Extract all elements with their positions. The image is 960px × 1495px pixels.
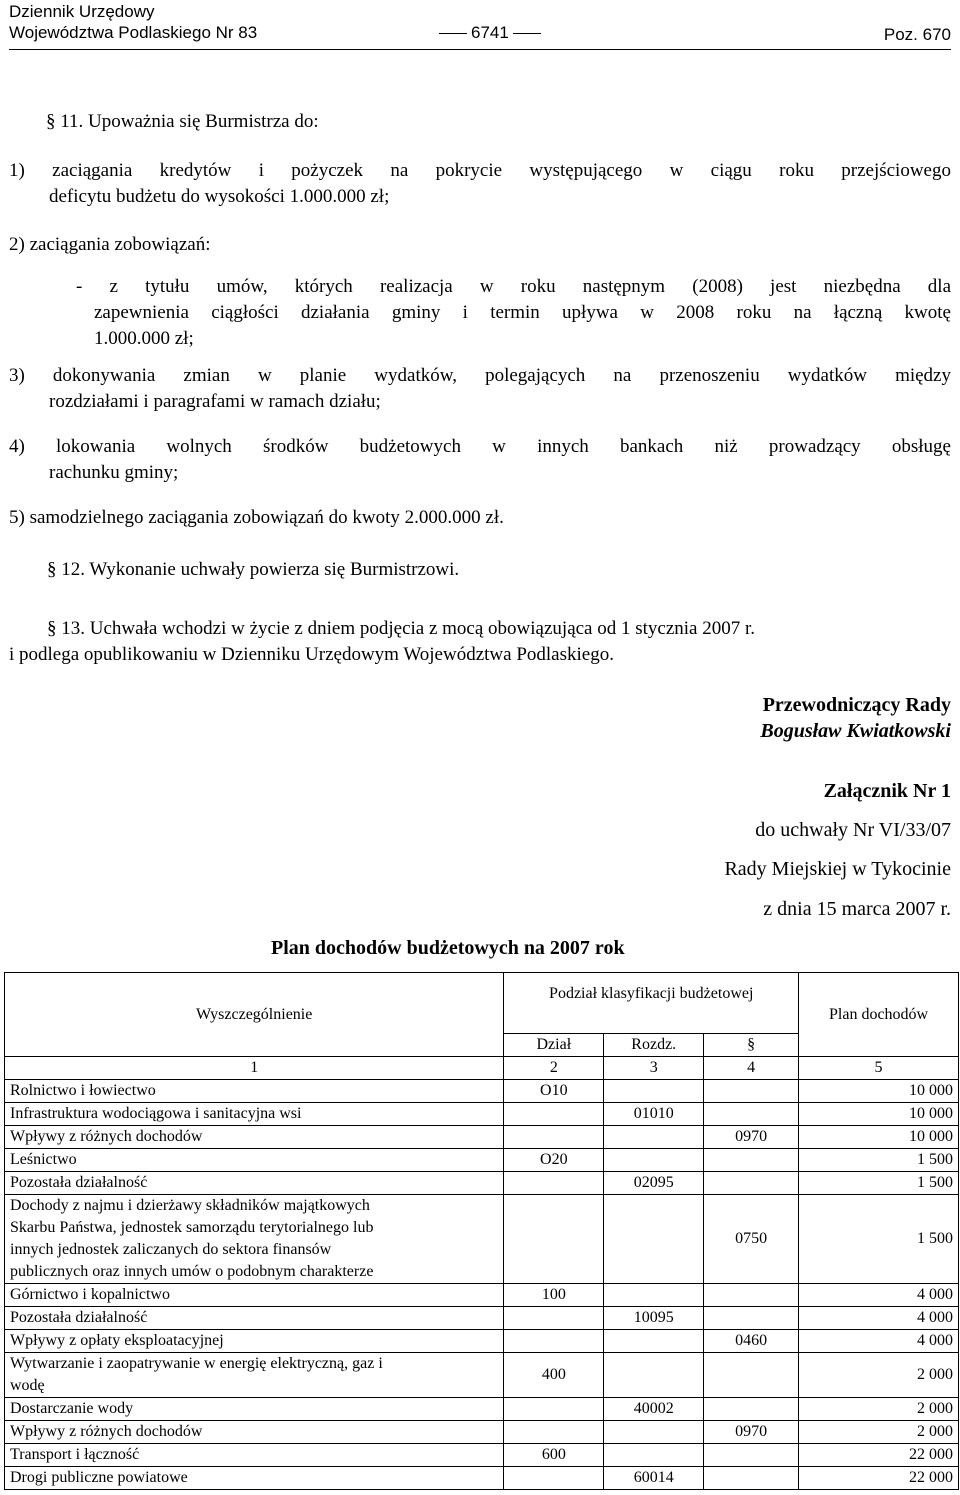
row-paragraph: [704, 1467, 799, 1490]
row-dzial: [504, 1330, 604, 1353]
row-rozdz: [604, 1421, 704, 1444]
journal-issue: Województwa Podlaskiego Nr 83: [9, 23, 258, 42]
position-number: Poz. 670: [883, 25, 951, 44]
column-number: 1: [5, 1057, 504, 1080]
section-11-item2-sub-line2: zapewnienia ciągłości działania gminy i termin upływa w 2008 roku na łączną kwotę: [94, 302, 951, 323]
row-rozdz: [604, 1149, 704, 1172]
section-11-item2-sub-line3: 1.000.000 zł;: [94, 328, 194, 349]
row-paragraph: [704, 1149, 799, 1172]
row-description-line: wodę: [10, 1377, 45, 1394]
table-row: [5, 1172, 959, 1195]
row-paragraph: 0750: [704, 1195, 799, 1284]
annex-title: Załącznik Nr 1: [823, 780, 951, 802]
row-dzial: O10: [504, 1080, 604, 1103]
row-description-line: Skarbu Państwa, jednostek samorządu terytorialnego lub: [10, 1219, 374, 1236]
journal-title: Dziennik Urzędowy: [9, 2, 155, 21]
row-dzial: [504, 1467, 604, 1490]
row-dzial: [504, 1103, 604, 1126]
section-13-line1: § 13. Uchwała wchodzi w życie z dniem podjęcia z mocą obowiązująca od 1 stycznia 2007 r.: [47, 618, 756, 639]
header-classification: Podział klasyfikacji budżetowej: [504, 973, 799, 1034]
row-description-line: publicznych oraz innych umów o podobnym charakterze: [10, 1263, 374, 1280]
row-description: Dostarczanie wody: [5, 1398, 504, 1421]
row-rozdz: [604, 1353, 704, 1398]
row-description-line: Wytwarzanie i zaopatrywanie w energię elektryczną, gaz i: [10, 1355, 383, 1372]
row-paragraph: [704, 1080, 799, 1103]
row-description-line: Dochody z najmu i dzierżawy składników majątkowych: [10, 1197, 370, 1214]
annex-line1: do uchwały Nr VI/33/07: [755, 819, 951, 841]
row-description: Pozostała działalność: [5, 1307, 504, 1330]
row-plan: 1 500: [799, 1149, 959, 1172]
row-paragraph: [704, 1398, 799, 1421]
header-plan: Plan dochodów: [799, 973, 959, 1057]
section-11-item5: 5) samodzielnego zaciągania zobowiązań do kwoty 2.000.000 zł.: [9, 507, 504, 528]
budget-table: [4, 972, 959, 1490]
row-plan: 22 000: [799, 1467, 959, 1490]
section-11-item2: 2) zaciągania zobowiązań:: [9, 234, 211, 255]
row-dzial: [504, 1307, 604, 1330]
row-plan: 22 000: [799, 1444, 959, 1467]
row-description: Transport i łączność: [5, 1444, 504, 1467]
row-dzial: 600: [504, 1444, 604, 1467]
row-rozdz: 60014: [604, 1467, 704, 1490]
row-rozdz: [604, 1080, 704, 1103]
row-rozdz: 10095: [604, 1307, 704, 1330]
table-row: [5, 1080, 959, 1103]
header-dzial: Dział: [504, 1034, 604, 1057]
table-row: [5, 1398, 959, 1421]
header-paragraph: §: [704, 1034, 799, 1057]
row-plan: 4 000: [799, 1284, 959, 1307]
row-plan: 4 000: [799, 1307, 959, 1330]
row-rozdz: [604, 1444, 704, 1467]
section-11-item4-line2: rachunku gminy;: [49, 462, 179, 483]
table-row: [5, 1195, 959, 1284]
page-number: 6741: [435, 22, 545, 43]
row-rozdz: [604, 1330, 704, 1353]
column-number: 2: [504, 1057, 604, 1080]
row-paragraph: [704, 1284, 799, 1307]
section-11-title: § 11. Upoważnia się Burmistrza do:: [46, 111, 319, 132]
table-row: [5, 1467, 959, 1490]
row-paragraph: 0970: [704, 1421, 799, 1444]
row-dzial: [504, 1398, 604, 1421]
row-description: Drogi publiczne powiatowe: [5, 1467, 504, 1490]
header-description: Wyszczególnienie: [5, 973, 504, 1057]
section-11-item3-line2: rozdziałami i paragrafami w ramach działu;: [49, 391, 381, 412]
row-dzial: O20: [504, 1149, 604, 1172]
row-dzial: 400: [504, 1353, 604, 1398]
row-rozdz: 01010: [604, 1103, 704, 1126]
row-paragraph: [704, 1307, 799, 1330]
row-description: [5, 1353, 504, 1398]
row-description: Wpływy z różnych dochodów: [5, 1421, 504, 1444]
row-description: Infrastruktura wodociągowa i sanitacyjna wsi: [5, 1103, 504, 1126]
row-description: Leśnictwo: [5, 1149, 504, 1172]
table-row: [5, 1149, 959, 1172]
row-rozdz: [604, 1195, 704, 1284]
row-description: Rolnictwo i łowiectwo: [5, 1080, 504, 1103]
annex-line3: z dnia 15 marca 2007 r.: [763, 898, 951, 920]
row-dzial: [504, 1195, 604, 1284]
section-12: § 12. Wykonanie uchwały powierza się Burmistrzowi.: [47, 559, 460, 580]
plan-title: Plan dochodów budżetowych na 2007 rok: [271, 937, 625, 959]
row-description: Górnictwo i kopalnictwo: [5, 1284, 504, 1307]
row-plan: 2 000: [799, 1398, 959, 1421]
table-row: [5, 1103, 959, 1126]
section-11-item3-line1: 3) dokonywania zmian w planie wydatków, polegających na przenoszeniu wydatków między: [9, 365, 951, 386]
row-dzial: 100: [504, 1284, 604, 1307]
header-divider: [9, 49, 951, 50]
table-row: [5, 1421, 959, 1444]
annex-line2: Rady Miejskiej w Tykocinie: [724, 858, 951, 880]
row-paragraph: [704, 1172, 799, 1195]
table-row: [5, 1330, 959, 1353]
table-row: [5, 1444, 959, 1467]
page-header: [9, 0, 951, 44]
row-paragraph: 0970: [704, 1126, 799, 1149]
table-row: [5, 1307, 959, 1330]
row-rozdz: 40002: [604, 1398, 704, 1421]
row-dzial: [504, 1126, 604, 1149]
section-13-line2: i podlega opublikowaniu w Dzienniku Urzędowym Województwa Podlaskiego.: [9, 644, 614, 665]
column-number: 3: [604, 1057, 704, 1080]
row-description: Wpływy z różnych dochodów: [5, 1126, 504, 1149]
table-row: [5, 1126, 959, 1149]
row-paragraph: [704, 1103, 799, 1126]
row-plan: 2 000: [799, 1421, 959, 1444]
row-description: Wpływy z opłaty eksploatacyjnej: [5, 1330, 504, 1353]
table-row: [5, 1353, 959, 1398]
row-dzial: [504, 1172, 604, 1195]
row-rozdz: [604, 1126, 704, 1149]
row-rozdz: 02095: [604, 1172, 704, 1195]
row-paragraph: [704, 1444, 799, 1467]
section-11-item2-sub-line1: - z tytułu umów, których realizacja w roku następnym (2008) jest niezbędna dla: [76, 276, 951, 297]
column-number: 4: [704, 1057, 799, 1080]
row-dzial: [504, 1421, 604, 1444]
row-plan: 10 000: [799, 1126, 959, 1149]
row-rozdz: [604, 1284, 704, 1307]
signature-name: Bogusław Kwiatkowski: [760, 720, 951, 742]
row-plan: 10 000: [799, 1103, 959, 1126]
section-11-item4-line1: 4) lokowania wolnych środków budżetowych w innych bankach niż prowadzący obsługę: [9, 436, 951, 457]
row-paragraph: [704, 1353, 799, 1398]
row-description: [5, 1195, 504, 1284]
signature-role: Przewodniczący Rady: [762, 694, 951, 716]
header-rozdz: Rozdz.: [604, 1034, 704, 1057]
row-plan: 2 000: [799, 1353, 959, 1398]
row-plan: 4 000: [799, 1330, 959, 1353]
row-plan: 1 500: [799, 1195, 959, 1284]
row-description-line: innych jednostek zaliczanych do sektora finansów: [10, 1241, 332, 1258]
row-plan: 10 000: [799, 1080, 959, 1103]
row-description: Pozostała działalność: [5, 1172, 504, 1195]
section-11-item1-line2: deficytu budżetu do wysokości 1.000.000 zł;: [49, 186, 390, 207]
section-11-item1-line1: 1) zaciągania kredytów i pożyczek na pokrycie występującego w ciągu roku przejściowego: [9, 160, 951, 181]
table-row: [5, 1284, 959, 1307]
column-number: 5: [799, 1057, 959, 1080]
row-paragraph: 0460: [704, 1330, 799, 1353]
row-plan: 1 500: [799, 1172, 959, 1195]
